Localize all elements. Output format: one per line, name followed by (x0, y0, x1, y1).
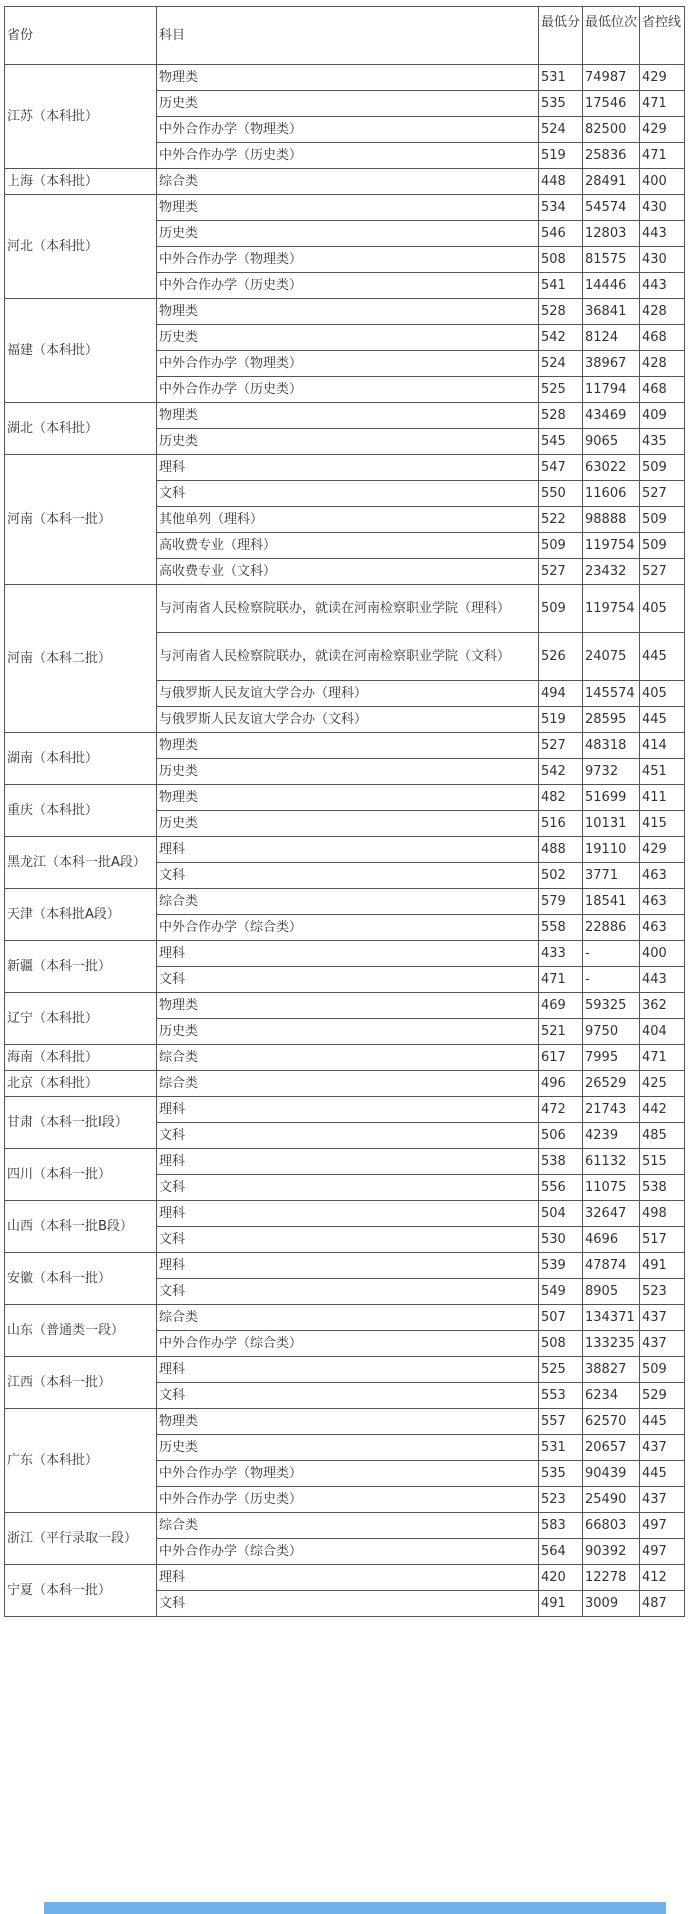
min-rank-cell: 81575 (583, 247, 640, 273)
control-line-cell: 429 (640, 65, 685, 91)
min-score-cell: 521 (539, 1019, 583, 1045)
subject-cell: 理科 (157, 1097, 539, 1123)
min-score-cell: 507 (539, 1305, 583, 1331)
subject-cell: 理科 (157, 1201, 539, 1227)
table-header-row (5, 7, 685, 65)
control-line-cell: 527 (640, 481, 685, 507)
min-rank-cell: 134371 (583, 1305, 640, 1331)
min-score-cell: 583 (539, 1513, 583, 1539)
min-score-cell: 534 (539, 195, 583, 221)
control-line-cell: 509 (640, 1357, 685, 1383)
control-line-cell: 437 (640, 1487, 685, 1513)
min-rank-cell: 28595 (583, 707, 640, 733)
subject-cell: 物理类 (157, 785, 539, 811)
control-line-cell: 443 (640, 273, 685, 299)
min-rank-cell: 11794 (583, 377, 640, 403)
province-cell: 天津（本科批A段） (5, 889, 157, 941)
province-cell: 浙江（平行录取一段） (5, 1513, 157, 1565)
subject-cell: 历史类 (157, 811, 539, 837)
min-rank-cell: 23432 (583, 559, 640, 585)
control-line-cell: 498 (640, 1201, 685, 1227)
control-line-cell: 443 (640, 221, 685, 247)
control-line-cell: 437 (640, 1435, 685, 1461)
control-line-cell: 497 (640, 1513, 685, 1539)
min-score-cell: 542 (539, 325, 583, 351)
subject-cell: 中外合作办学（物理类） (157, 351, 539, 377)
min-score-cell: 531 (539, 65, 583, 91)
min-rank-cell: 12803 (583, 221, 640, 247)
control-line-cell: 451 (640, 759, 685, 785)
min-rank-cell: 4696 (583, 1227, 640, 1253)
min-score-cell: 522 (539, 507, 583, 533)
province-cell: 河北（本科批） (5, 195, 157, 299)
table-row (5, 1071, 685, 1097)
control-line-cell: 445 (640, 633, 685, 681)
table-row (5, 1357, 685, 1383)
min-score-cell: 509 (539, 585, 583, 633)
min-score-cell: 550 (539, 481, 583, 507)
table-row (5, 785, 685, 811)
subject-cell: 物理类 (157, 299, 539, 325)
min-score-cell: 547 (539, 455, 583, 481)
min-rank-cell: 6234 (583, 1383, 640, 1409)
min-score-cell: 538 (539, 1149, 583, 1175)
min-rank-cell: 25490 (583, 1487, 640, 1513)
subject-cell: 综合类 (157, 889, 539, 915)
table-row (5, 65, 685, 91)
min-score-cell: 488 (539, 837, 583, 863)
subject-cell: 文科 (157, 863, 539, 889)
province-cell: 湖南（本科批） (5, 733, 157, 785)
control-line-cell: 463 (640, 863, 685, 889)
province-cell: 湖北（本科批） (5, 403, 157, 455)
control-line-cell: 517 (640, 1227, 685, 1253)
min-rank-cell: 17546 (583, 91, 640, 117)
header-subject: 科目 (157, 7, 539, 65)
subject-cell: 综合类 (157, 1071, 539, 1097)
subject-cell: 理科 (157, 1149, 539, 1175)
province-cell: 江西（本科一批） (5, 1357, 157, 1409)
province-cell: 福建（本科批） (5, 299, 157, 403)
control-line-cell: 527 (640, 559, 685, 585)
table-row (5, 1513, 685, 1539)
min-rank-cell: 18541 (583, 889, 640, 915)
min-rank-cell: 8905 (583, 1279, 640, 1305)
subject-cell: 综合类 (157, 1045, 539, 1071)
min-score-cell: 471 (539, 967, 583, 993)
min-rank-cell: 9732 (583, 759, 640, 785)
subject-cell: 文科 (157, 1591, 539, 1617)
min-score-cell: 527 (539, 733, 583, 759)
min-rank-cell: 28491 (583, 169, 640, 195)
header-min-score: 最低分 (539, 7, 583, 65)
min-rank-cell: 22886 (583, 915, 640, 941)
min-rank-cell: 11606 (583, 481, 640, 507)
min-score-cell: 508 (539, 1331, 583, 1357)
subject-cell: 文科 (157, 1175, 539, 1201)
table-row (5, 1253, 685, 1279)
min-score-cell: 504 (539, 1201, 583, 1227)
header-min-rank: 最低位次 (583, 7, 640, 65)
min-score-cell: 528 (539, 403, 583, 429)
subject-cell: 历史类 (157, 325, 539, 351)
subject-cell: 与河南省人民检察院联办，就读在河南检察职业学院（理科） (157, 585, 539, 633)
control-line-cell: 362 (640, 993, 685, 1019)
min-score-cell: 506 (539, 1123, 583, 1149)
table-body (5, 65, 685, 1617)
min-score-cell: 433 (539, 941, 583, 967)
subject-cell: 理科 (157, 455, 539, 481)
subject-cell: 中外合作办学（综合类） (157, 1539, 539, 1565)
control-line-cell: 443 (640, 967, 685, 993)
control-line-cell: 509 (640, 455, 685, 481)
min-score-cell: 516 (539, 811, 583, 837)
subject-cell: 综合类 (157, 169, 539, 195)
min-rank-cell: 47874 (583, 1253, 640, 1279)
min-score-cell: 535 (539, 91, 583, 117)
min-score-cell: 502 (539, 863, 583, 889)
control-line-cell: 411 (640, 785, 685, 811)
min-rank-cell: 51699 (583, 785, 640, 811)
control-line-cell: 529 (640, 1383, 685, 1409)
subject-cell: 文科 (157, 1123, 539, 1149)
table-row (5, 455, 685, 481)
subject-cell: 中外合作办学（综合类） (157, 915, 539, 941)
control-line-cell: 487 (640, 1591, 685, 1617)
table-row (5, 941, 685, 967)
province-cell: 宁夏（本科一批） (5, 1565, 157, 1617)
min-rank-cell: 90392 (583, 1539, 640, 1565)
min-rank-cell: 62570 (583, 1409, 640, 1435)
subject-cell: 理科 (157, 1253, 539, 1279)
province-cell: 重庆（本科批） (5, 785, 157, 837)
subject-cell: 理科 (157, 1357, 539, 1383)
control-line-cell: 471 (640, 91, 685, 117)
min-score-cell: 545 (539, 429, 583, 455)
min-rank-cell: 145574 (583, 681, 640, 707)
subject-cell: 物理类 (157, 1409, 539, 1435)
subject-cell: 历史类 (157, 429, 539, 455)
min-rank-cell: 63022 (583, 455, 640, 481)
min-score-cell: 420 (539, 1565, 583, 1591)
min-score-cell: 528 (539, 299, 583, 325)
subject-cell: 中外合作办学（综合类） (157, 1331, 539, 1357)
control-line-cell: 471 (640, 143, 685, 169)
subject-cell: 物理类 (157, 65, 539, 91)
subject-cell: 与河南省人民检察院联办，就读在河南检察职业学院（文科） (157, 633, 539, 681)
subject-cell: 中外合作办学（物理类） (157, 117, 539, 143)
control-line-cell: 468 (640, 377, 685, 403)
min-score-cell: 557 (539, 1409, 583, 1435)
control-line-cell: 428 (640, 351, 685, 377)
table-row (5, 1201, 685, 1227)
min-score-cell: 525 (539, 377, 583, 403)
min-score-cell: 496 (539, 1071, 583, 1097)
min-rank-cell: 36841 (583, 299, 640, 325)
min-score-cell: 509 (539, 533, 583, 559)
min-rank-cell: 20657 (583, 1435, 640, 1461)
min-score-cell: 482 (539, 785, 583, 811)
min-rank-cell: 4239 (583, 1123, 640, 1149)
subject-cell: 历史类 (157, 221, 539, 247)
min-score-cell: 524 (539, 351, 583, 377)
control-line-cell: 471 (640, 1045, 685, 1071)
min-score-cell: 531 (539, 1435, 583, 1461)
province-cell: 河南（本科一批） (5, 455, 157, 585)
min-rank-cell: 11075 (583, 1175, 640, 1201)
table-row (5, 169, 685, 195)
control-line-cell: 509 (640, 507, 685, 533)
control-line-cell: 425 (640, 1071, 685, 1097)
table-row (5, 1045, 685, 1071)
province-cell: 上海（本科批） (5, 169, 157, 195)
province-cell: 海南（本科批） (5, 1045, 157, 1071)
min-rank-cell: 9065 (583, 429, 640, 455)
min-rank-cell: - (583, 941, 640, 967)
min-score-cell: 558 (539, 915, 583, 941)
min-score-cell: 469 (539, 993, 583, 1019)
min-rank-cell: 90439 (583, 1461, 640, 1487)
subject-cell: 与俄罗斯人民友谊大学合办（理科） (157, 681, 539, 707)
table-row (5, 1097, 685, 1123)
table-row (5, 403, 685, 429)
control-line-cell: 412 (640, 1565, 685, 1591)
min-score-cell: 523 (539, 1487, 583, 1513)
table-row (5, 1409, 685, 1435)
subject-cell: 历史类 (157, 91, 539, 117)
control-line-cell: 445 (640, 1461, 685, 1487)
min-score-cell: 553 (539, 1383, 583, 1409)
table-row (5, 1149, 685, 1175)
subject-cell: 中外合作办学（物理类） (157, 247, 539, 273)
min-rank-cell: 14446 (583, 273, 640, 299)
province-cell: 山东（普通类一段） (5, 1305, 157, 1357)
control-line-cell: 523 (640, 1279, 685, 1305)
min-rank-cell: 10131 (583, 811, 640, 837)
min-score-cell: 535 (539, 1461, 583, 1487)
subject-cell: 中外合作办学（历史类） (157, 143, 539, 169)
table-row (5, 837, 685, 863)
control-line-cell: 428 (640, 299, 685, 325)
subject-cell: 综合类 (157, 1305, 539, 1331)
subject-cell: 理科 (157, 941, 539, 967)
min-score-cell: 579 (539, 889, 583, 915)
province-cell: 新疆（本科一批） (5, 941, 157, 993)
min-rank-cell: 38827 (583, 1357, 640, 1383)
min-score-cell: 546 (539, 221, 583, 247)
control-line-cell: 491 (640, 1253, 685, 1279)
min-rank-cell: 32647 (583, 1201, 640, 1227)
control-line-cell: 429 (640, 117, 685, 143)
min-score-cell: 472 (539, 1097, 583, 1123)
control-line-cell: 400 (640, 169, 685, 195)
table-row (5, 733, 685, 759)
min-rank-cell: 9750 (583, 1019, 640, 1045)
min-rank-cell: 26529 (583, 1071, 640, 1097)
control-line-cell: 442 (640, 1097, 685, 1123)
min-score-cell: 526 (539, 633, 583, 681)
control-line-cell: 437 (640, 1305, 685, 1331)
control-line-cell: 430 (640, 247, 685, 273)
min-rank-cell: 59325 (583, 993, 640, 1019)
min-score-cell: 519 (539, 143, 583, 169)
table-row (5, 1305, 685, 1331)
min-score-cell: 564 (539, 1539, 583, 1565)
subject-cell: 理科 (157, 837, 539, 863)
min-score-cell: 617 (539, 1045, 583, 1071)
control-line-cell: 409 (640, 403, 685, 429)
min-rank-cell: 3771 (583, 863, 640, 889)
min-score-cell: 494 (539, 681, 583, 707)
subject-cell: 物理类 (157, 195, 539, 221)
control-line-cell: 415 (640, 811, 685, 837)
min-rank-cell: 3009 (583, 1591, 640, 1617)
control-line-cell: 437 (640, 1331, 685, 1357)
table-row (5, 585, 685, 633)
subject-cell: 与俄罗斯人民友谊大学合办（文科） (157, 707, 539, 733)
min-score-cell: 541 (539, 273, 583, 299)
header-province: 省份 (5, 7, 157, 65)
subject-cell: 其他单列（理科） (157, 507, 539, 533)
province-cell: 北京（本科批） (5, 1071, 157, 1097)
min-rank-cell: 7995 (583, 1045, 640, 1071)
subject-cell: 中外合作办学（历史类） (157, 273, 539, 299)
min-rank-cell: 19110 (583, 837, 640, 863)
min-rank-cell: 66803 (583, 1513, 640, 1539)
min-score-cell: 519 (539, 707, 583, 733)
subject-cell: 文科 (157, 967, 539, 993)
control-line-cell: 435 (640, 429, 685, 455)
subject-cell: 文科 (157, 481, 539, 507)
province-cell: 四川（本科一批） (5, 1149, 157, 1201)
subject-cell: 文科 (157, 1227, 539, 1253)
min-rank-cell: 54574 (583, 195, 640, 221)
subject-cell: 中外合作办学（物理类） (157, 1461, 539, 1487)
min-score-cell: 539 (539, 1253, 583, 1279)
min-rank-cell: 74987 (583, 65, 640, 91)
control-line-cell: 429 (640, 837, 685, 863)
min-score-cell: 542 (539, 759, 583, 785)
control-line-cell: 405 (640, 585, 685, 633)
min-rank-cell: 38967 (583, 351, 640, 377)
province-cell: 安徽（本科一批） (5, 1253, 157, 1305)
subject-cell: 历史类 (157, 1435, 539, 1461)
subject-cell: 理科 (157, 1565, 539, 1591)
control-line-cell: 463 (640, 915, 685, 941)
control-line-cell: 445 (640, 1409, 685, 1435)
province-cell: 甘肃（本科一批I段） (5, 1097, 157, 1149)
min-rank-cell: 21743 (583, 1097, 640, 1123)
province-cell: 黑龙江（本科一批A段） (5, 837, 157, 889)
min-rank-cell: - (583, 967, 640, 993)
subject-cell: 高收费专业（文科） (157, 559, 539, 585)
control-line-cell: 515 (640, 1149, 685, 1175)
subject-cell: 物理类 (157, 403, 539, 429)
min-score-cell: 524 (539, 117, 583, 143)
subject-cell: 综合类 (157, 1513, 539, 1539)
min-rank-cell: 82500 (583, 117, 640, 143)
control-line-cell: 468 (640, 325, 685, 351)
min-rank-cell: 43469 (583, 403, 640, 429)
min-score-cell: 525 (539, 1357, 583, 1383)
min-rank-cell: 25836 (583, 143, 640, 169)
subject-cell: 历史类 (157, 1019, 539, 1045)
table-row (5, 195, 685, 221)
min-score-cell: 491 (539, 1591, 583, 1617)
control-line-cell: 463 (640, 889, 685, 915)
subject-cell: 中外合作办学（历史类） (157, 1487, 539, 1513)
subject-cell: 物理类 (157, 993, 539, 1019)
min-score-cell: 527 (539, 559, 583, 585)
control-line-cell: 497 (640, 1539, 685, 1565)
min-rank-cell: 119754 (583, 585, 640, 633)
header-control-line: 省控线 (640, 7, 685, 65)
min-rank-cell: 8124 (583, 325, 640, 351)
min-rank-cell: 119754 (583, 533, 640, 559)
province-cell: 广东（本科批） (5, 1409, 157, 1513)
admission-scores-table (4, 6, 685, 1617)
min-rank-cell: 12278 (583, 1565, 640, 1591)
control-line-cell: 485 (640, 1123, 685, 1149)
table-row (5, 299, 685, 325)
table-row (5, 889, 685, 915)
min-rank-cell: 61132 (583, 1149, 640, 1175)
table-row (5, 1565, 685, 1591)
min-score-cell: 448 (539, 169, 583, 195)
control-line-cell: 509 (640, 533, 685, 559)
control-line-cell: 404 (640, 1019, 685, 1045)
control-line-cell: 445 (640, 707, 685, 733)
control-line-cell: 414 (640, 733, 685, 759)
subject-cell: 文科 (157, 1383, 539, 1409)
min-rank-cell: 24075 (583, 633, 640, 681)
province-cell: 山西（本科一批B段） (5, 1201, 157, 1253)
min-rank-cell: 133235 (583, 1331, 640, 1357)
province-cell: 河南（本科二批） (5, 585, 157, 733)
min-rank-cell: 98888 (583, 507, 640, 533)
control-line-cell: 400 (640, 941, 685, 967)
subject-cell: 文科 (157, 1279, 539, 1305)
min-score-cell: 556 (539, 1175, 583, 1201)
table-row (5, 993, 685, 1019)
control-line-cell: 405 (640, 681, 685, 707)
min-rank-cell: 48318 (583, 733, 640, 759)
min-score-cell: 508 (539, 247, 583, 273)
province-cell: 江苏（本科批） (5, 65, 157, 169)
min-score-cell: 549 (539, 1279, 583, 1305)
min-score-cell: 530 (539, 1227, 583, 1253)
subject-cell: 物理类 (157, 733, 539, 759)
control-line-cell: 430 (640, 195, 685, 221)
control-line-cell: 538 (640, 1175, 685, 1201)
subject-cell: 历史类 (157, 759, 539, 785)
blue-banner-bar (44, 1902, 666, 1914)
subject-cell: 高收费专业（理科） (157, 533, 539, 559)
province-cell: 辽宁（本科批） (5, 993, 157, 1045)
subject-cell: 中外合作办学（历史类） (157, 377, 539, 403)
